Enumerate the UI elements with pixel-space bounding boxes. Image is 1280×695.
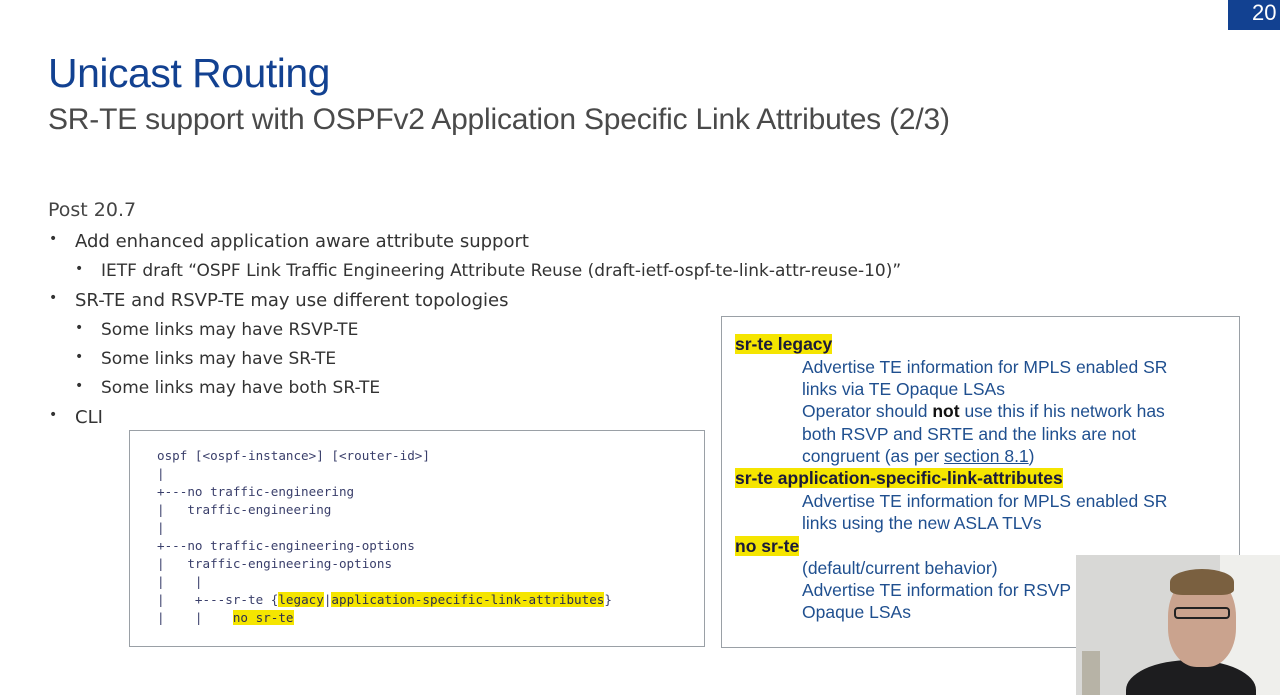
bullet-text: Some links may have SR-TE — [101, 349, 337, 369]
option-text: both RSVP and SRTE and the links are not — [802, 424, 1137, 444]
option-text: Opaque LSAs — [802, 602, 911, 622]
cli-line-no-sr-te — [157, 610, 294, 625]
option-text: Advertise TE information for RSVP — [802, 580, 1072, 600]
bullet-both — [75, 378, 381, 398]
option-text: (default/current behavior) — [802, 558, 998, 578]
cli-keyword-asla: application-specific-link-attributes — [331, 592, 605, 607]
bullet-text: Add enhanced application aware attribute support — [75, 231, 529, 252]
cli-line: | — [157, 520, 165, 535]
cli-separator: | — [323, 592, 332, 607]
option-text: Advertise TE information for MPLS enabled SR — [802, 491, 1168, 511]
cli-line: | traffic-engineering-options — [157, 556, 393, 571]
bullet-marker: • — [75, 349, 84, 365]
cli-tree-box — [129, 430, 705, 647]
cli-keyword-legacy: legacy — [278, 592, 324, 607]
cli-line-sr-te — [157, 592, 612, 607]
bullet-text: Some links may have both SR-TE — [101, 378, 381, 398]
bullet-marker: • — [75, 320, 84, 336]
slide-title: Unicast Routing — [48, 50, 330, 96]
cli-line: | | — [157, 574, 203, 589]
cli-line: +---no traffic-engineering-options — [157, 538, 415, 553]
bullet-enhanced-support — [49, 231, 529, 252]
bullet-text: CLI — [75, 407, 103, 428]
bullet-topologies — [49, 290, 509, 311]
option-text: links using the new ASLA TLVs — [802, 513, 1042, 533]
cli-text: | | — [157, 610, 233, 625]
presenter-hair — [1170, 569, 1234, 595]
slide-number: 20 — [1228, 0, 1280, 30]
option-asla-heading: sr-te application-specific-link-attributes — [735, 468, 1063, 488]
bullet-marker: • — [49, 407, 58, 423]
option-text: Advertise TE information for MPLS enabled SR — [802, 357, 1168, 377]
bullet-text: SR-TE and RSVP-TE may use different topologies — [75, 290, 509, 311]
option-no-sr-te-heading: no sr-te — [735, 536, 800, 556]
video-lamp — [1082, 651, 1100, 695]
cli-line: ospf [<ospf-instance>] [<router-id>] — [157, 448, 430, 463]
option-text: links via TE Opaque LSAs — [802, 379, 1005, 399]
cli-line: | — [157, 466, 165, 481]
bullet-marker: • — [49, 231, 58, 247]
bullet-marker: • — [49, 290, 58, 306]
section-link[interactable]: section 8.1 — [944, 446, 1029, 466]
cli-line: +---no traffic-engineering — [157, 484, 355, 499]
option-legacy-heading: sr-te legacy — [735, 334, 833, 354]
bullet-rsvp-te — [75, 320, 359, 340]
bullet-sr-te — [75, 349, 337, 369]
bullet-ietf-draft — [75, 261, 902, 281]
presenter-video-thumbnail[interactable] — [1076, 555, 1280, 695]
bullet-cli — [49, 407, 103, 428]
bullet-text: Some links may have RSVP-TE — [101, 320, 359, 340]
cli-keyword-no-sr-te: no sr-te — [232, 610, 294, 625]
cli-text: } — [604, 592, 612, 607]
cli-line: | traffic-engineering — [157, 502, 332, 517]
cli-text: | +---sr-te { — [157, 592, 279, 607]
bullet-marker: • — [75, 378, 84, 394]
bullet-marker: • — [75, 261, 84, 277]
post-label: Post 20.7 — [48, 199, 137, 221]
slide-subtitle: SR-TE support with OSPFv2 Application Specific Link Attributes (2/3) — [48, 103, 950, 136]
option-warning: Operator should not use this if his network has — [802, 401, 1165, 421]
presenter-glasses — [1174, 607, 1230, 619]
bullet-text: IETF draft “OSPF Link Traffic Engineering Attribute Reuse (draft-ietf-ospf-te-link-attr-reuse-10)” — [101, 261, 902, 281]
option-text-section: congruent (as per section 8.1) — [802, 446, 1035, 466]
